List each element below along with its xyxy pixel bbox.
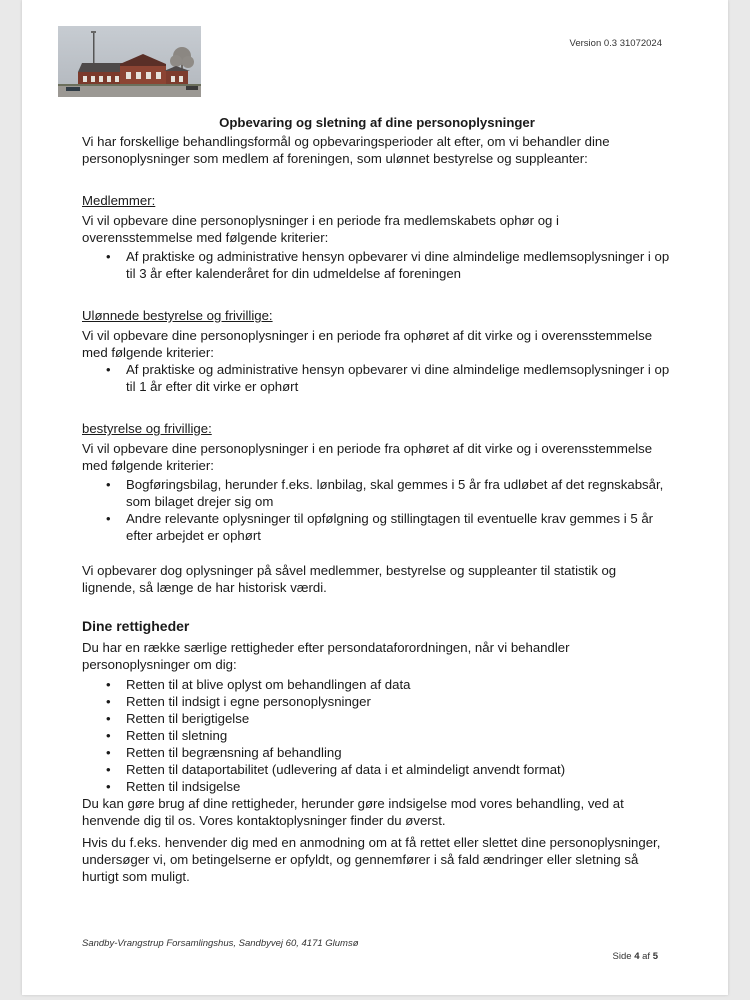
rights-intro: Du har en række særlige rettigheder efter persondataforordningen, når vi behandler personoplysninger om dig: [82, 640, 570, 672]
list-item: • Af praktiske og administrative hensyn opbevarer vi dine almindelige medlemsoplysninger i op til 1 år efter dit virke er ophørt [106, 362, 670, 394]
list-item: • Retten til sletning [106, 728, 228, 743]
list-item-text: Retten til dataportabilitet (udlevering af data i et almindeligt anvendt format) [126, 762, 566, 777]
board-heading: bestyrelse og frivillige: [82, 421, 212, 436]
list-item: • Retten til indsigt i egne personoplysninger [106, 694, 371, 709]
list-item-text: Bogføringsbilag, herunder f.eks. lønbilag, skal gemmes i 5 år fra udløbet af det regnskabsår, som bilaget drejer sig om [126, 477, 664, 509]
rights-heading: Dine rettigheder [82, 618, 190, 634]
list-item-text: Retten til indsigt i egne personoplysninger [126, 694, 371, 709]
members-paragraph: Vi vil opbevare dine personoplysninger i en periode fra medlemskabets ophør og i overensstemmelse med følgende kriterier: [82, 213, 559, 245]
page-of: af [642, 951, 651, 962]
list-item: • Bogføringsbilag, herunder f.eks. lønbilag, skal gemmes i 5 år fra udløbet af det regnskabsår, som bilaget drejer sig om [106, 477, 664, 509]
page-number [613, 951, 658, 962]
board-list [82, 476, 672, 544]
list-item-text: Af praktiske og administrative hensyn opbevarer vi dine almindelige medlemsoplysninger i op til 3 år efter kalenderåret for din udmeldelse af foreningen [126, 249, 670, 281]
document-page [22, 0, 728, 995]
page-current: 4 [634, 951, 640, 962]
intro-paragraph: Vi har forskellige behandlingsformål og opbevaringsperioder alt efter, om vi behandler dine personoplysninger som medlem af foreningen, som ulønnet bestyrelse og suppleanter: [82, 134, 610, 166]
list-item-text: Retten til sletning [126, 728, 228, 743]
document-body [82, 114, 672, 885]
list-item-text: Andre relevante oplysninger til opfølgning og stillingtagen til eventuelle krav gemmes i 5 år efter arbejdet er ophørt [126, 511, 654, 543]
list-item-text: Af praktiske og administrative hensyn opbevarer vi dine almindelige medlemsoplysninger i op til 1 år efter dit virke er ophørt [126, 362, 670, 394]
building-photo [58, 26, 201, 97]
list-item: • Andre relevante oplysninger til opfølgning og stillingtagen til eventuelle krav gemmes i 5 år efter arbejdet er ophørt [106, 511, 654, 543]
version-label: Version 0.3 31072024 [569, 38, 662, 49]
list-item: • Af praktiske og administrative hensyn opbevarer vi dine almindelige medlemsoplysninger i op til 3 år efter kalenderåret for din udmeldelse af foreningen [106, 249, 670, 281]
rights-list [82, 676, 672, 795]
members-list [82, 248, 672, 282]
unpaid-heading: Ulønnede bestyrelse og frivillige: [82, 308, 273, 323]
list-item: • Retten til dataportabilitet (udlevering af data i et almindeligt anvendt format) [106, 762, 566, 777]
page-total: 5 [652, 951, 658, 962]
list-item-text: Retten til at blive oplyst om behandlingen af data [126, 677, 411, 692]
board-paragraph: Vi vil opbevare dine personoplysninger i en periode fra ophøret af dit virke og i overensstemmelse med følgende kriterier: [82, 441, 653, 473]
rights-after-paragraph-2: Hvis du f.eks. henvender dig med en anmodning om at få rettet eller slettet dine personoplysninger, undersøger vi, om betingelserne er opfyldt, og gennemfører i så fald ændringer eller sletning så hurtigt som muligt. [82, 835, 661, 884]
list-item: • Retten til indsigelse [106, 779, 241, 794]
unpaid-list [82, 361, 672, 395]
members-heading: Medlemmer: [82, 193, 156, 208]
closing-paragraph: Vi opbevarer dog oplysninger på såvel medlemmer, bestyrelse og suppleanter til statistik og lignende, så længe de har historisk værdi. [82, 563, 617, 595]
list-item: • Retten til at blive oplyst om behandlingen af data [106, 677, 411, 692]
list-item-text: Retten til begrænsning af behandling [126, 745, 342, 760]
page-title: Opbevaring og sletning af dine personoplysninger [219, 115, 535, 130]
list-item-text: Retten til berigtigelse [126, 711, 250, 726]
footer-address: Sandby-Vrangstrup Forsamlingshus, Sandbyvej 60, 4171 Glumsø [82, 938, 359, 949]
list-item: • Retten til begrænsning af behandling [106, 745, 342, 760]
list-item-text: Retten til indsigelse [126, 779, 241, 794]
rights-after-paragraph-1: Du kan gøre brug af dine rettigheder, herunder gøre indsigelse mod vores behandling, ved at henvende dig til os. Vores kontaktoplysninger finder du øverst. [82, 796, 624, 828]
list-item: • Retten til berigtigelse [106, 711, 250, 726]
page-prefix: Side [612, 951, 632, 962]
unpaid-paragraph: Vi vil opbevare dine personoplysninger i en periode fra ophøret af dit virke og i overensstemmelse med følgende kriterier: [82, 328, 653, 360]
